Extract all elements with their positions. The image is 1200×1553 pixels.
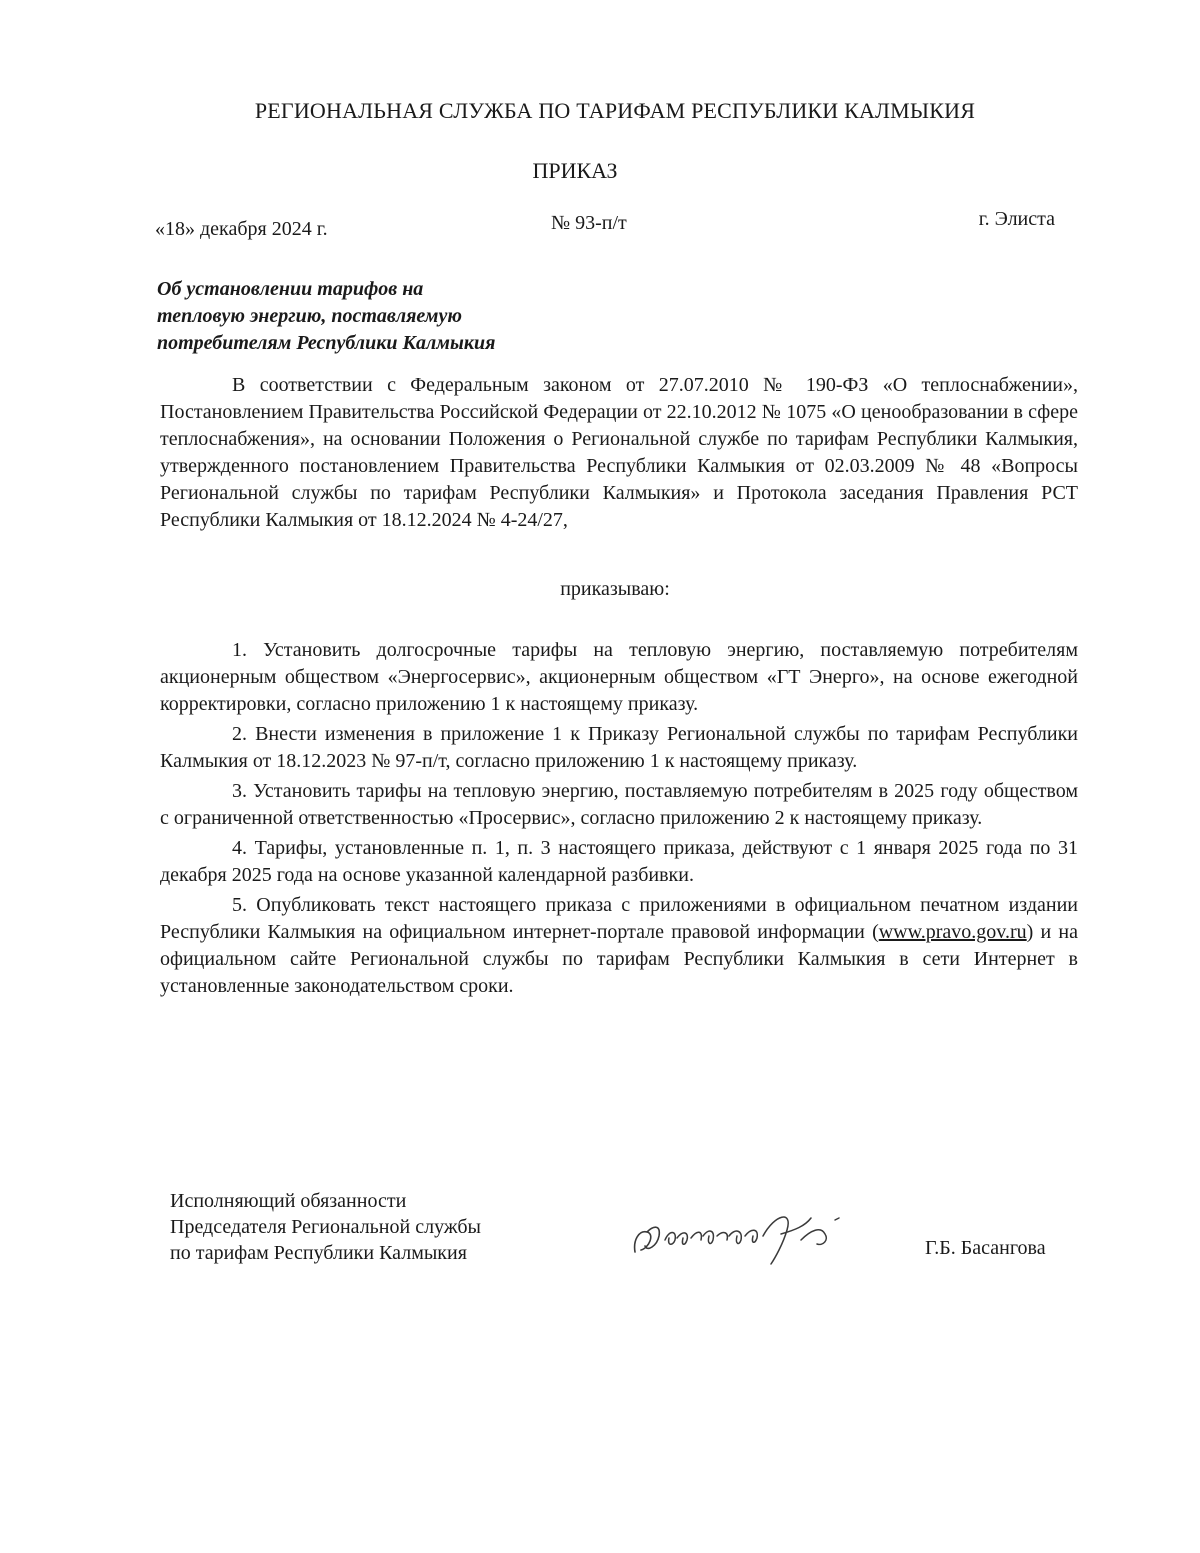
document-date: «18» декабря 2024 г. bbox=[155, 218, 328, 240]
preamble bbox=[160, 372, 1078, 534]
item5-text-after: ) и на официальном сайте Региональной службы по тарифам Республики Калмыкия в сети Интернет в установленные законодательством сроки. bbox=[160, 921, 1078, 997]
document-type: ПРИКАЗ bbox=[532, 158, 618, 183]
document-meta bbox=[155, 208, 1055, 242]
handwritten-signature bbox=[625, 1200, 855, 1270]
subject-line-2: тепловую энергию, поставляемую bbox=[157, 305, 462, 327]
organization-title: РЕГИОНАЛЬНАЯ СЛУЖБА ПО ТАРИФАМ РЕСПУБЛИКИ КАЛМЫКИЯ bbox=[254, 98, 976, 123]
order-word: приказываю: bbox=[560, 578, 670, 600]
position-line-1: Исполняющий обязанности bbox=[170, 1190, 407, 1212]
order-item-3: 3. Установить тарифы на тепловую энергию, поставляемую потребителям в 2025 году обществом с ограниченной ответственностью «Просервис», согласно приложению 2 к настоящему приказу. bbox=[160, 780, 1078, 829]
position-line-3: по тарифам Республики Калмыкия bbox=[170, 1242, 467, 1264]
order-item-5 bbox=[160, 892, 1078, 1000]
order-item-1: 1. Установить долгосрочные тарифы на тепловую энергию, поставляемую потребителям акционерным обществом «Энергосервис», акционерным обществом «ГТ Энерго», на основе ежегодной корректировки, согласно приложению 1 к настоящему приказу. bbox=[160, 639, 1078, 715]
preamble-text: В соответствии с Федеральным законом от 27.07.2010 № 190-ФЗ «О теплоснабжении», Постановлением Правительства Российской Федерации от 22.10.2012 № 1075 «О ценообразовании в сфере теплоснабжения», на основании Положения о Региональной службе по тарифам Республики Калмыкия, утвержденного постановлением Правительства Республики Калмыкия от 02.03.2009 № 48 «Вопросы Региональной службы по тарифам Республики Калмыкия» и Протокола заседания Правления РСТ Республики Калмыкия от 18.12.2024 № 4-24/27, bbox=[160, 374, 1078, 531]
order-item-4: 4. Тарифы, установленные п. 1, п. 3 настоящего приказа, действуют с 1 января 2025 года по 31 декабря 2025 года на основе указанной календарной разбивки. bbox=[160, 837, 1078, 886]
item5-text-before: 5. Опубликовать текст настоящего приказа с приложениями в официальном печатном издании Республики Калмыкия на официальном интернет-портале правовой информации ( bbox=[160, 894, 1078, 943]
signer-name: Г.Б. Басангова bbox=[925, 1237, 1046, 1259]
order-items bbox=[160, 637, 1078, 1003]
document-subject bbox=[157, 276, 677, 357]
document-city: г. Элиста bbox=[978, 208, 1055, 230]
document-number: № 93-п/т bbox=[551, 212, 627, 234]
subject-line-1: Об установлении тарифов на bbox=[157, 278, 424, 300]
position-line-2: Председателя Региональной службы bbox=[170, 1216, 481, 1238]
pravo-link[interactable]: www.pravo.gov.ru bbox=[878, 921, 1027, 943]
subject-line-3: потребителям Республики Калмыкия bbox=[157, 332, 496, 354]
signatory-position bbox=[170, 1188, 481, 1266]
order-item-2: 2. Внести изменения в приложение 1 к Приказу Региональной службы по тарифам Республики Калмыкия от 18.12.2023 № 97-п/т, согласно приложению 1 к настоящему приказу. bbox=[160, 723, 1078, 772]
